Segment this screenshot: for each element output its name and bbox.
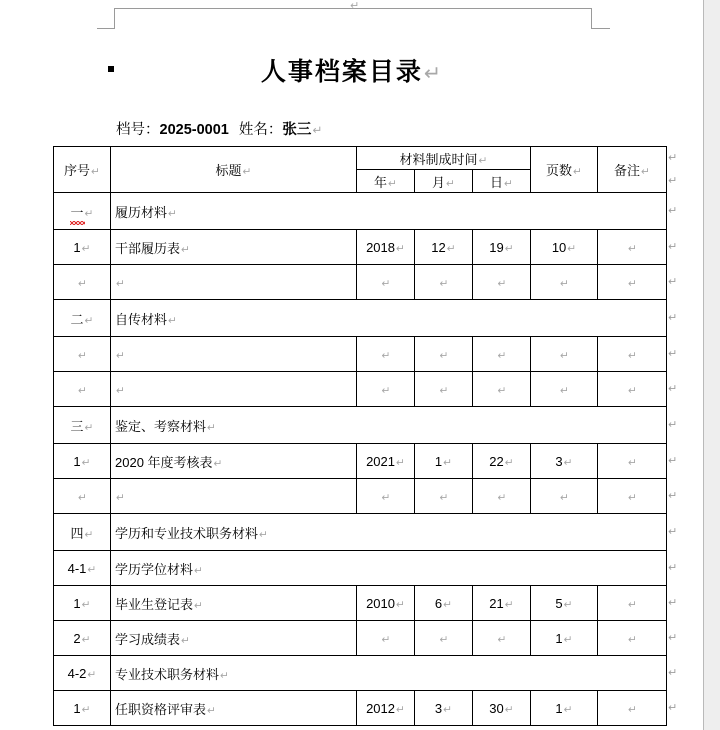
cell-mark: ↵ — [381, 632, 391, 646]
page-title-text: 人事档案目录 — [260, 59, 423, 86]
table-row-group — [54, 407, 667, 444]
cell-title-text: 干部履历表 — [115, 240, 181, 256]
cell-seq[interactable] — [54, 300, 111, 337]
cell-mark: ↵ — [504, 597, 514, 611]
cell-seq-text: 四 — [70, 525, 84, 541]
cell-seq-text: 1 — [73, 700, 81, 716]
table-row — [54, 586, 667, 621]
table-row — [54, 691, 667, 726]
cell-mark: ↵ — [78, 348, 87, 362]
cell-pages[interactable] — [531, 444, 598, 479]
cell-mark: ↵ — [87, 667, 97, 681]
cell-mark: ↵ — [78, 490, 87, 504]
column-header-month — [415, 170, 473, 193]
cell-year[interactable] — [357, 337, 415, 372]
cell-seq-text: 4-2 — [67, 665, 87, 681]
table-row — [54, 230, 667, 265]
column-header-title — [111, 147, 357, 193]
cell-title-text: 学习成绩表 — [115, 631, 181, 647]
cell-mark: ↵ — [446, 176, 455, 190]
row-end-mark: ↵ — [668, 631, 678, 644]
row-end-mark: ↵ — [668, 418, 678, 431]
column-header-day-label: 日 — [490, 174, 504, 190]
cell-mark: ↵ — [504, 455, 514, 469]
cell-mark: ↵ — [84, 420, 94, 434]
cell-remark[interactable] — [598, 230, 667, 265]
cell-pages-text: 10 — [551, 239, 567, 255]
cell-mark: ↵ — [181, 633, 190, 647]
cell-day[interactable] — [473, 337, 531, 372]
table-row — [54, 444, 667, 479]
cell-mark: ↵ — [439, 276, 449, 290]
cell-mark: ↵ — [443, 597, 453, 611]
cell-mark: ↵ — [207, 703, 216, 717]
cell-mark: ↵ — [567, 241, 577, 255]
column-header-day — [473, 170, 531, 193]
cell-remark[interactable] — [598, 691, 667, 726]
cell-remark[interactable] — [598, 479, 667, 514]
cell-day-text: 22 — [489, 453, 504, 469]
cell-mark: ↵ — [628, 383, 637, 397]
cell-mark: ↵ — [439, 348, 449, 362]
cell-title[interactable] — [111, 514, 667, 551]
cell-mark: ↵ — [560, 490, 569, 504]
cell-pages[interactable] — [531, 372, 598, 407]
row-end-mark: ↵ — [668, 204, 678, 217]
cell-seq-text: 三 — [70, 418, 84, 434]
cell-pages-text: 3 — [555, 453, 563, 469]
cell-seq-text: 2 — [73, 630, 81, 646]
cell-mark: ↵ — [84, 313, 94, 327]
cell-mark: ↵ — [628, 276, 637, 290]
cell-mark: ↵ — [439, 490, 449, 504]
row-end-mark: ↵ — [668, 240, 678, 253]
cell-mark: ↵ — [563, 597, 573, 611]
cell-mark: ↵ — [446, 241, 456, 255]
cell-mark: ↵ — [207, 420, 216, 434]
cell-mark: ↵ — [78, 276, 87, 290]
table-row-subgroup — [54, 656, 667, 691]
row-end-mark: ↵ — [668, 382, 678, 395]
row-end-mark: ↵ — [668, 666, 678, 679]
column-header-pages — [531, 147, 598, 193]
cell-pages[interactable] — [531, 691, 598, 726]
cell-year[interactable] — [357, 444, 415, 479]
cell-title[interactable] — [111, 193, 667, 230]
cell-title[interactable] — [111, 656, 667, 691]
cell-mark: ↵ — [81, 597, 91, 611]
cell-mark: ↵ — [497, 383, 507, 397]
column-header-seq-label: 序号 — [64, 163, 91, 178]
cell-pages[interactable] — [531, 479, 598, 514]
cell-day-text: 21 — [489, 595, 504, 611]
column-header-remark — [598, 147, 667, 193]
cell-title-text: 履历材料 — [115, 204, 168, 220]
table-row-blank — [54, 372, 667, 407]
cell-title-text: 自传材料 — [115, 311, 168, 327]
cell-month-text: 12 — [431, 239, 446, 255]
table-row — [54, 621, 667, 656]
cell-day[interactable] — [473, 691, 531, 726]
row-end-mark: ↵ — [668, 596, 678, 609]
table-row-subgroup — [54, 551, 667, 586]
table-row-blank — [54, 479, 667, 514]
cell-mark: ↵ — [628, 702, 637, 716]
cell-pages[interactable] — [531, 230, 598, 265]
cell-mark: ↵ — [381, 348, 391, 362]
cell-year[interactable] — [357, 265, 415, 300]
table-row-group — [54, 300, 667, 337]
row-end-mark: ↵ — [668, 561, 678, 574]
cell-mark: ↵ — [388, 176, 397, 190]
cell-mark: ↵ — [381, 276, 391, 290]
row-end-mark: ↵ — [668, 151, 678, 164]
cell-month[interactable] — [415, 479, 473, 514]
row-end-mark: ↵ — [668, 311, 678, 324]
cell-mark: ↵ — [213, 456, 223, 470]
cell-title[interactable] — [111, 407, 667, 444]
cell-seq-text: 1 — [73, 453, 81, 469]
row-end-mark: ↵ — [668, 701, 678, 714]
cell-year-text: 2010 — [366, 595, 395, 611]
text-boundary-left-mark — [114, 8, 115, 28]
cell-mark: ↵ — [259, 527, 268, 541]
cell-pages-text: 5 — [555, 595, 563, 611]
page-title — [0, 52, 704, 88]
cell-mark: ↵ — [563, 702, 573, 716]
cell-mark: ↵ — [560, 383, 569, 397]
cell-mark: ↵ — [87, 562, 97, 576]
cell-title-text: 学历学位材料 — [115, 561, 194, 577]
file-no-value: 2025-0001 — [159, 122, 229, 138]
cell-month-text: 3 — [434, 700, 443, 716]
cell-seq[interactable] — [54, 656, 111, 691]
column-header-made-time — [357, 147, 531, 170]
column-header-title-label: 标题 — [215, 163, 242, 178]
column-header-pages-label: 页数 — [546, 163, 573, 178]
row-end-mark: ↵ — [668, 454, 678, 467]
cell-day[interactable] — [473, 479, 531, 514]
cell-day-text: 30 — [489, 700, 504, 716]
column-header-year-label: 年 — [374, 174, 388, 190]
cell-mark: ↵ — [81, 455, 91, 469]
table-row-blank — [54, 265, 667, 300]
cell-mark: ↵ — [194, 563, 203, 577]
cell-seq-text: 1 — [73, 595, 81, 611]
cell-mark: ↵ — [478, 153, 488, 167]
table-row-blank — [54, 337, 667, 372]
cell-year[interactable] — [357, 691, 415, 726]
cell-title[interactable] — [111, 551, 667, 586]
cell-remark[interactable] — [598, 586, 667, 621]
cell-mark: ↵ — [395, 702, 405, 716]
cell-mark: ↵ — [628, 455, 637, 469]
cell-mark: ↵ — [116, 276, 125, 290]
cell-mark: ↵ — [573, 165, 582, 178]
text-boundary-right-mark — [591, 8, 592, 28]
cell-mark: ↵ — [81, 632, 91, 646]
cell-day[interactable] — [473, 444, 531, 479]
cell-title[interactable] — [111, 586, 357, 621]
cell-day[interactable] — [473, 265, 531, 300]
cell-mark: ↵ — [381, 383, 391, 397]
column-header-remark-label: 备注 — [614, 163, 641, 178]
cell-title-text: 学历和专业技术职务材料 — [115, 525, 259, 541]
cell-seq[interactable] — [54, 444, 111, 479]
cell-seq[interactable] — [54, 621, 111, 656]
row-end-mark: ↵ — [668, 525, 678, 538]
cell-day[interactable] — [473, 230, 531, 265]
cell-title[interactable] — [111, 444, 357, 479]
cell-mark: ↵ — [395, 597, 405, 611]
header-paragraph-mark: ↵ — [350, 0, 360, 12]
cell-day[interactable] — [473, 621, 531, 656]
cell-seq[interactable] — [54, 193, 111, 230]
cell-mark: ↵ — [168, 313, 177, 327]
text-boundary-right-tick — [591, 28, 610, 29]
cell-seq[interactable] — [54, 479, 111, 514]
table-header-row-1 — [54, 147, 667, 170]
cell-month[interactable] — [415, 621, 473, 656]
cell-mark: ↵ — [242, 165, 252, 178]
cell-title-text: 鉴定、考察材料 — [115, 418, 207, 434]
cell-day-text: 19 — [489, 239, 504, 255]
cell-title[interactable] — [111, 265, 357, 300]
cell-month-text: 1 — [434, 453, 443, 469]
column-header-year — [357, 170, 415, 193]
cell-pages-text: 1 — [555, 700, 563, 716]
cell-month[interactable] — [415, 444, 473, 479]
document-meta-line — [116, 118, 322, 139]
cell-seq[interactable] — [54, 337, 111, 372]
table-row-group — [54, 193, 667, 230]
cell-seq[interactable] — [54, 372, 111, 407]
cell-mark: ↵ — [443, 702, 453, 716]
cell-title[interactable] — [111, 479, 357, 514]
cell-mark: ↵ — [497, 276, 507, 290]
cell-mark: ↵ — [116, 490, 125, 504]
cell-mark: ↵ — [220, 668, 229, 682]
name-value: 张三 — [282, 122, 312, 138]
cell-month[interactable] — [415, 337, 473, 372]
cell-mark: ↵ — [497, 632, 507, 646]
name-label: 姓名： — [238, 122, 283, 138]
cell-seq[interactable] — [54, 407, 111, 444]
column-header-seq — [54, 147, 111, 193]
cell-mark: ↵ — [628, 490, 637, 504]
cell-mark: ↵ — [497, 348, 507, 362]
cell-pages[interactable] — [531, 621, 598, 656]
cell-mark: ↵ — [628, 241, 637, 255]
cell-mark: ↵ — [628, 597, 637, 611]
personnel-archive-catalog-table — [53, 146, 667, 726]
cell-mark: ↵ — [504, 702, 514, 716]
cell-mark: ↵ — [194, 598, 203, 612]
cell-mark: ↵ — [81, 702, 91, 716]
cell-title-text: 任职资格评审表 — [115, 701, 207, 717]
cell-month[interactable] — [415, 372, 473, 407]
cell-title-text: 专业技术职务材料 — [115, 666, 220, 682]
cell-year-text: 2012 — [366, 700, 395, 716]
cell-title-text: 2020 年度考核表 — [115, 454, 213, 470]
cell-year[interactable] — [357, 230, 415, 265]
cell-seq-text: 4-1 — [67, 560, 87, 576]
cell-mark: ↵ — [116, 348, 125, 362]
cell-seq[interactable] — [54, 551, 111, 586]
cell-remark[interactable] — [598, 621, 667, 656]
cell-year[interactable] — [357, 586, 415, 621]
cell-remark[interactable] — [598, 444, 667, 479]
column-header-made-time-label: 材料制成时间 — [399, 151, 478, 167]
cell-title[interactable] — [111, 337, 357, 372]
cell-title-text: 毕业生登记表 — [115, 596, 194, 612]
cell-seq-text: 一 — [71, 202, 84, 221]
cell-mark: ↵ — [439, 383, 449, 397]
cell-remark[interactable] — [598, 372, 667, 407]
cell-year[interactable] — [357, 621, 415, 656]
cell-seq[interactable] — [54, 514, 111, 551]
cell-pages-text: 1 — [555, 630, 563, 646]
cell-seq-text: 二 — [70, 311, 84, 327]
cell-seq[interactable] — [54, 691, 111, 726]
file-no-label: 档号： — [116, 122, 160, 138]
column-header-month-label: 月 — [432, 174, 446, 190]
cell-mark: ↵ — [78, 383, 87, 397]
cell-year-text: 2018 — [366, 239, 395, 255]
cell-mark: ↵ — [381, 490, 391, 504]
cell-mark: ↵ — [504, 176, 513, 190]
cell-mark: ↵ — [628, 348, 637, 362]
cell-pages[interactable] — [531, 337, 598, 372]
row-end-mark: ↵ — [668, 489, 678, 502]
cell-title[interactable] — [111, 230, 357, 265]
cell-month[interactable] — [415, 586, 473, 621]
cell-seq[interactable] — [54, 230, 111, 265]
cell-remark[interactable] — [598, 265, 667, 300]
cell-mark: ↵ — [443, 455, 453, 469]
cell-mark: ↵ — [628, 632, 637, 646]
cell-mark: ↵ — [91, 165, 100, 178]
cell-seq[interactable] — [54, 265, 111, 300]
cell-mark: ↵ — [439, 632, 449, 646]
cell-pages[interactable] — [531, 265, 598, 300]
cell-title[interactable] — [111, 691, 357, 726]
cell-mark: ↵ — [504, 241, 514, 255]
cell-mark: ↵ — [497, 490, 507, 504]
cell-month[interactable] — [415, 265, 473, 300]
cell-mark: ↵ — [563, 455, 573, 469]
cell-mark: ↵ — [168, 206, 177, 220]
cell-mark: ↵ — [84, 206, 94, 220]
cell-year[interactable] — [357, 479, 415, 514]
table-body — [54, 193, 667, 726]
row-end-mark: ↵ — [668, 174, 678, 187]
cell-seq-text: 1 — [73, 239, 81, 255]
cell-mark: ↵ — [81, 241, 91, 255]
cell-title[interactable] — [111, 621, 357, 656]
title-paragraph-mark: ↵ — [423, 61, 444, 85]
cell-mark: ↵ — [563, 632, 573, 646]
cell-month-text: 6 — [434, 595, 443, 611]
cell-day[interactable] — [473, 586, 531, 621]
row-end-mark: ↵ — [668, 275, 678, 288]
cell-pages[interactable] — [531, 586, 598, 621]
cell-title[interactable] — [111, 372, 357, 407]
table-header — [54, 147, 667, 193]
cell-seq[interactable] — [54, 586, 111, 621]
row-end-mark: ↵ — [668, 347, 678, 360]
cell-day[interactable] — [473, 372, 531, 407]
cell-mark: ↵ — [181, 242, 190, 256]
cell-mark: ↵ — [116, 383, 125, 397]
cell-year[interactable] — [357, 372, 415, 407]
text-boundary-left-tick — [97, 28, 115, 29]
meta-paragraph-mark: ↵ — [312, 123, 323, 137]
cell-month[interactable] — [415, 691, 473, 726]
cell-mark: ↵ — [84, 527, 94, 541]
cell-mark: ↵ — [560, 348, 569, 362]
cell-mark: ↵ — [395, 455, 405, 469]
cell-mark: ↵ — [395, 241, 405, 255]
table-row-group — [54, 514, 667, 551]
cell-mark: ↵ — [560, 276, 569, 290]
cell-mark: ↵ — [641, 165, 650, 178]
cell-remark[interactable] — [598, 337, 667, 372]
cell-month[interactable] — [415, 230, 473, 265]
cell-year-text: 2021 — [366, 453, 395, 469]
cell-title[interactable] — [111, 300, 667, 337]
